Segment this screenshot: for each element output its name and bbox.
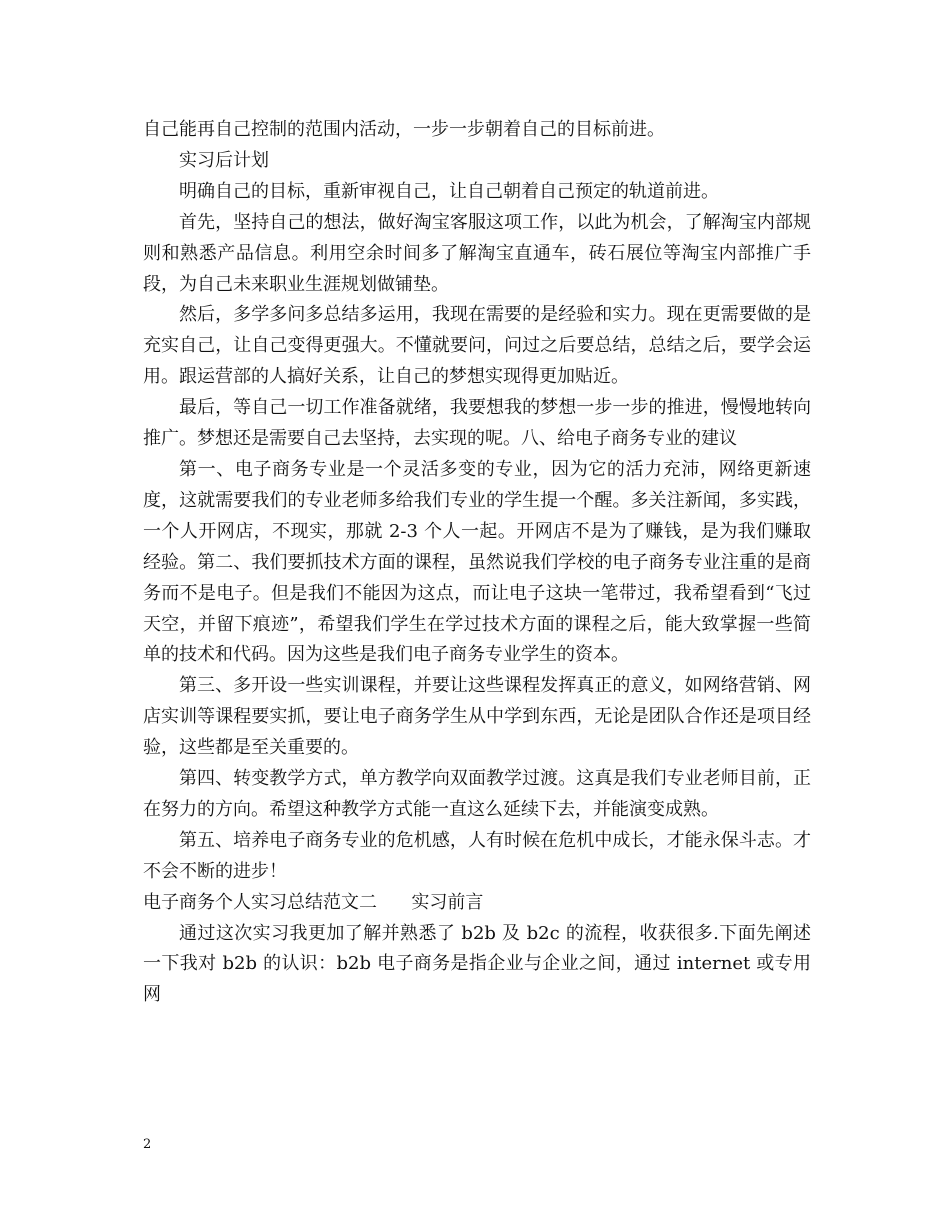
paragraph: 第三、多开设一些实训课程，并要让这些课程发挥真正的意义，如网络营销、网店实训等课程要实抓，要让电子商务学生从中学到东西，无论是团队合作还是项目经验，这些都是至关重要的。	[143, 675, 811, 759]
paragraph: 第一、电子商务专业是一个灵活多变的专业，因为它的活力充沛，网络更新速度，这就需要我们的专业老师多给我们专业的学生提一个醒。多关注新闻，多实践，一个人开网店，不现实，那就 2-3 个人一起。开网店不是为了赚钱，是为我们赚取经验。第二、我们要抓技术方面的课程，虽然说我们学校的电子商务专业注重的是商务而不是电子。但是我们不能因为这点，而让电子这块一笔带过，我希望看到“飞过天空，并留下痕迹”，希望我们学生在学过技术方面的课程之后，能大致掌握一些简单的技术和代码。因为这些是我们电子商务专业学生的资本。	[143, 458, 811, 666]
paragraph: 第四、转变教学方式，单方教学向双面教学过渡。这真是我们专业老师目前，正在努力的方向。希望这种教学方式能一直这么延续下去，并能演变成熟。	[143, 768, 811, 820]
paragraph: 第五、培养电子商务专业的危机感，人有时候在危机中成长，才能永保斗志。才不会不断的进步！	[143, 829, 811, 882]
paragraph: 最后，等自己一切工作准备就绪，我要想我的梦想一步一步的推进，慢慢地转向推广。梦想还是需要自己去坚持，去实现的呢。八、给电子商务专业的建议	[143, 397, 811, 450]
paragraph: 明确自己的目标，重新审视自己，让自己朝着自己预定的轨道前进。	[179, 180, 719, 202]
paragraph: 然后，多学多问多总结多运用，我现在需要的是经验和实力。现在更需要做的是充实自己，让自己变得更强大。不懂就要问，问过之后要总结，总结之后，要学会运用。跟运营部的人搞好关系，让自己的梦想实现得更加贴近。	[143, 304, 811, 388]
paragraph: 通过这次实习我更加了解并熟悉了 b2b 及 b2c 的流程，收获很多.下面先阐述一下我对 b2b 的认识：b2b 电子商务是指企业与企业之间，通过 internet 或专用网	[143, 922, 811, 1006]
page-number: 2	[143, 1137, 152, 1152]
section-heading: 电子商务个人实习总结范文二 实习前言	[143, 891, 484, 913]
paragraph: 首先，坚持自己的想法，做好淘宝客服这项工作，以此为机会，了解淘宝内部规则和熟悉产品信息。利用空余时间多了解淘宝直通车，砖石展位等淘宝内部推广手段，为自己未来职业生涯规划做铺垫。	[143, 211, 811, 295]
document-body	[143, 115, 811, 1011]
section-heading: 实习后计划	[179, 149, 269, 171]
paragraph: 自己能再自己控制的范围内活动，一步一步朝着自己的目标前进。	[143, 119, 665, 140]
